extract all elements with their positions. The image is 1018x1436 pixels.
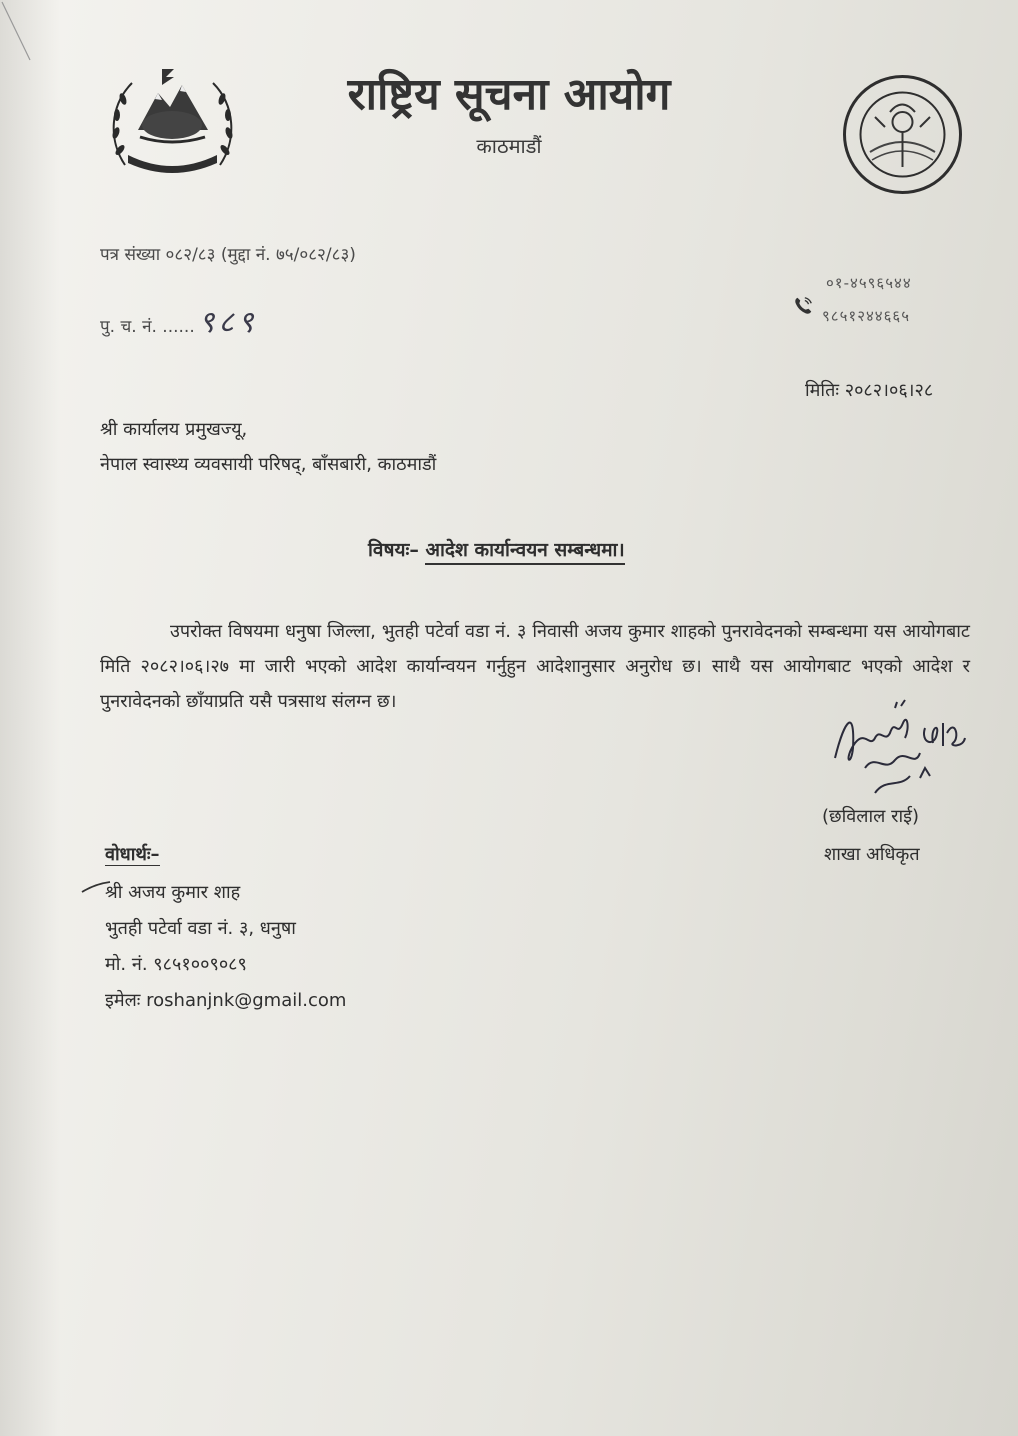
phone-number-landline: ०१-४५९६५४४ [826, 274, 912, 292]
cc-mobile: मो. नं. ९८५१००९०८९ [105, 954, 247, 975]
cc-name: श्री अजय कुमार शाह [105, 882, 241, 903]
handwritten-signature [825, 698, 975, 808]
cc-email: इमेलः roshanjnk@gmail.com [105, 990, 347, 1011]
dispatch-label: पु. च. नं. ...... [100, 317, 195, 337]
organization-title: राष्ट्रिय सूचना आयोग [347, 69, 671, 120]
subject-line [368, 536, 625, 562]
subject-label: विषयः– [368, 539, 419, 561]
cc-label [105, 842, 160, 866]
phone-number-mobile: ९८५१२४४६६५ [822, 307, 911, 325]
letter-number: पत्र संख्या ०८२/८३ (मुद्दा नं. ७५/०८२/८३) [100, 245, 356, 265]
letter-date: मितिः २०८२।०६।२८ [805, 380, 934, 401]
recipient-line-1: श्री कार्यालय प्रमुखज्यू, [100, 419, 248, 440]
signatory-title: शाखा अधिकृत [824, 844, 920, 865]
commission-seal-logo [840, 72, 965, 197]
cc-label-text: वोधार्थः– [105, 844, 160, 865]
dispatch-number-handwritten: ९८९ [198, 305, 258, 340]
cc-address: भुतही पटेर्वा वडा नं. ३, धनुषा [105, 918, 296, 939]
letter-body: उपरोक्त विषयमा धनुषा जिल्ला, भुतही पटेर्वा वडा नं. ३ निवासी अजय कुमार शाहको पुनरावेदनको सम्बन्धमा यस आयोगबाट मिति २०८२।०६।२७ मा जारी भएको आदेश कार्यान्वयन गर्नुहुन आदेशानुसार अनुरोध छ। साथै यस आयोगबाट भएको आदेश र पुनरावेदनको छाँयाप्रति यसै पत्रसाथ संलग्न छ। [100, 621, 970, 712]
subject-text: आदेश कार्यान्वयन सम्बन्धमा। [425, 539, 624, 565]
page-shadow [0, 0, 60, 1436]
organization-city: काठमाडौं [476, 134, 542, 158]
signatory-name: (छविलाल राई) [822, 806, 919, 827]
recipient-line-2: नेपाल स्वास्थ्य व्यवसायी परिषद्, बाँसबारी, काठमाडौं [100, 454, 437, 475]
phone-icon [792, 295, 814, 317]
dispatch-number-line [100, 300, 258, 341]
